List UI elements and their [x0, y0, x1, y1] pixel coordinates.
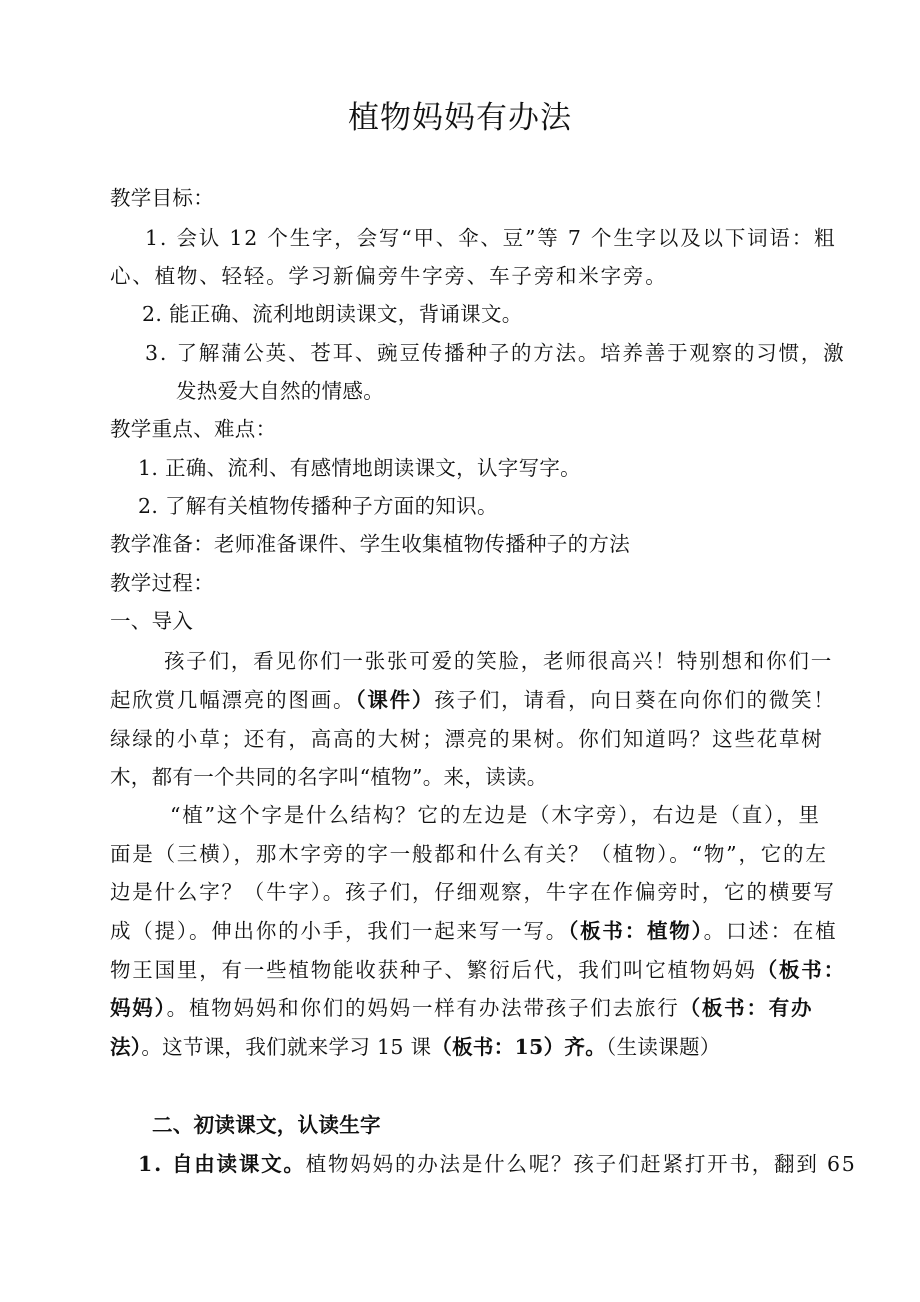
section-1-heading: 一、导入: [110, 609, 194, 633]
section-2-heading: 二、初读课文，认读生字: [152, 1113, 381, 1137]
para-2-line-2: 面是（三横），那木字旁的字一般都和什么有关？（植物）。“物”，它的左: [110, 842, 828, 866]
para-2-line-3: 边是什么字？（牛字）。孩子们，仔细观察，牛字在作偏旁时，它的横要写: [110, 880, 836, 904]
preparation: 教学准备：老师准备课件、学生收集植物传播种子的方法: [110, 532, 630, 556]
objectives-heading: 教学目标：: [110, 186, 214, 210]
objective-2: 2. 能正确、流利地朗读课文，背诵课文。: [142, 302, 523, 326]
key-point-1: 1. 正确、流利、有感情地朗读课文，认字写字。: [138, 456, 581, 480]
process-heading: 教学过程：: [110, 571, 214, 595]
para-1-line-1: 孩子们，看见你们一张张可爱的笑脸，老师很高兴！特别想和你们一: [164, 649, 833, 673]
objective-1-line-2: 心、植物、轻轻。学习新偏旁牛字旁、车子旁和米字旁。: [110, 264, 668, 288]
para-2-line-5: 物王国里，有一些植物能收获种子、繁衍后代，我们叫它植物妈妈（板书：: [110, 958, 846, 982]
para-1-line-2: 起欣赏几幅漂亮的图画。（课件）孩子们，请看，向日葵在向你们的微笑！: [110, 688, 836, 712]
para-2-line-1: “植”这个字是什么结构？它的左边是（木字旁），右边是（直），里: [170, 803, 821, 827]
para-2-line-6: 妈妈）。植物妈妈和你们的妈妈一样有办法带孩子们去旅行（板书：有办: [110, 996, 814, 1020]
key-point-2: 2. 了解有关植物传播种子方面的知识。: [138, 494, 498, 518]
key-points-heading: 教学重点、难点：: [110, 417, 277, 441]
para-1-line-4: 木，都有一个共同的名字叫“植物”。来，读读。: [110, 765, 548, 789]
section-2-item-1: 1. 自由读课文。植物妈妈的办法是什么呢？孩子们赶紧打开书，翻到 65: [138, 1152, 857, 1176]
objective-3-line-2: 发热爱大自然的情感。: [176, 379, 384, 403]
page-title: 植物妈妈有办法: [348, 100, 572, 136]
objective-1-line-1: 1. 会认 12 个生字，会写“甲、伞、豆”等 7 个生字以及以下词语：粗: [145, 226, 837, 250]
para-2-line-4: 成（提）。伸出你的小手，我们一起来写一写。（板书：植物）。口述：在植: [110, 919, 838, 943]
para-2-line-7: 法）。这节课，我们就来学习 15 课（板书：15）齐。（生读课题）: [110, 1035, 721, 1059]
para-1-line-3: 绿绿的小草；还有，高高的大树；漂亮的果树。你们知道吗？这些花草树: [110, 727, 824, 751]
objective-3-line-1: 3. 了解蒲公英、苍耳、豌豆传播种子的方法。培养善于观察的习惯，激: [145, 341, 846, 365]
